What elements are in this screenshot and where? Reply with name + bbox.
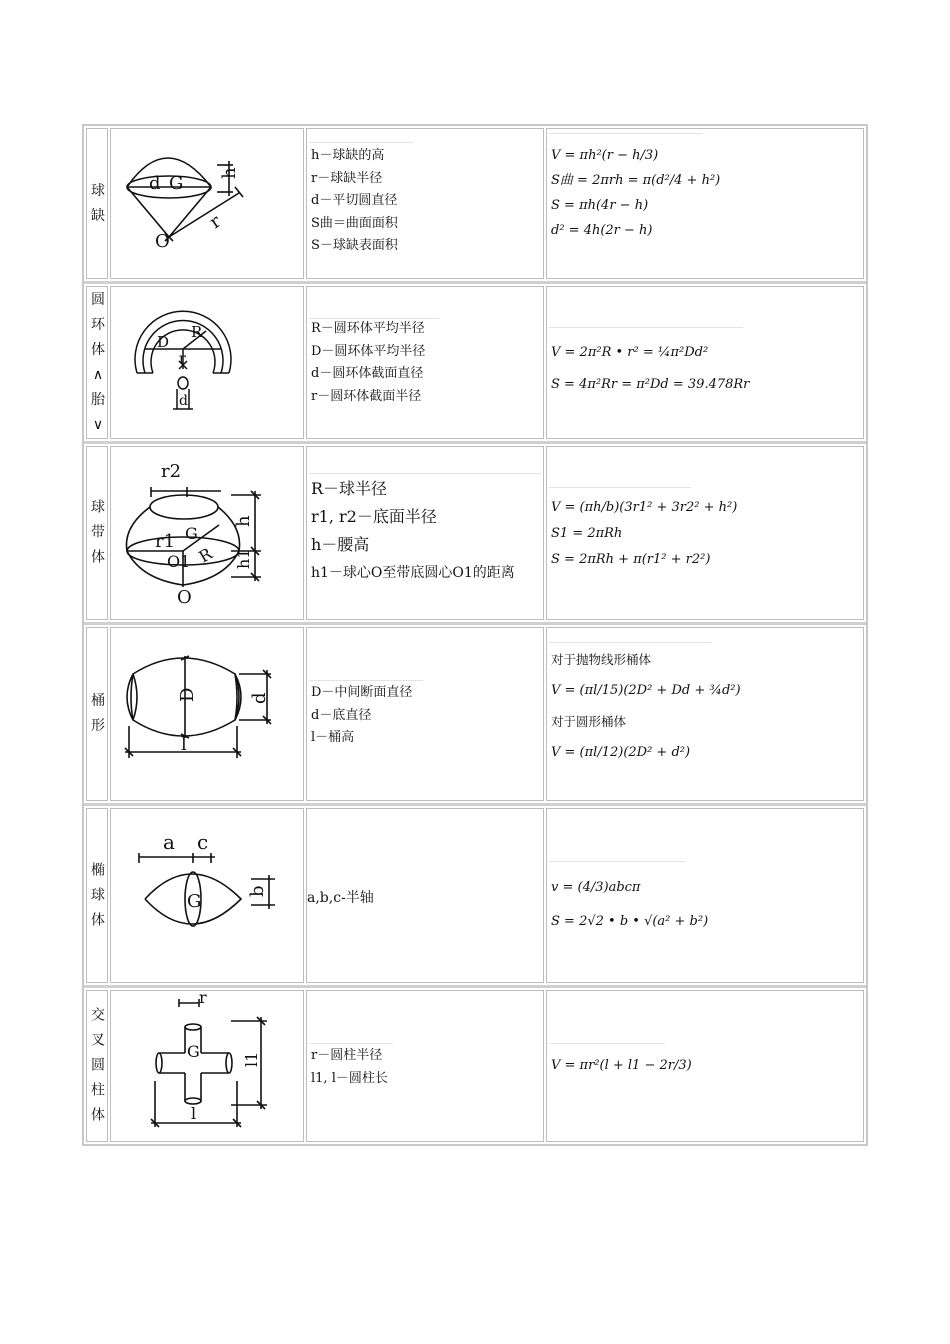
variable-definition: a,b,c-半轴 [307,890,374,906]
figure-label: d [149,173,161,194]
variable-definition: h－球缺的高 [311,148,385,163]
formula: v = (4/3)abcπ [551,880,641,895]
variable-definition: D－圆环体平均半径 [311,343,426,359]
table-row [84,806,866,988]
variables-cell [306,990,544,1142]
figure-label: r [179,351,186,367]
variable-definition: R－球半径 [311,479,388,498]
figure-label: d [179,393,188,409]
figure-cell [110,286,304,439]
table-row [84,444,866,625]
variable-definition: S曲＝曲面面积 [311,215,398,231]
figure-label: r2 [161,461,182,482]
shape-name [87,179,109,229]
name-char: 体 [91,1107,105,1124]
figure-label: b [247,885,268,897]
variable-definition: r－圆柱半径 [311,1048,383,1063]
formula: V = (πl/15)(2D² + Dd + ¾d²) [551,683,741,698]
figure-label: r [199,991,207,1007]
name-char: 球 [91,499,105,516]
shape-name [87,689,109,739]
spherical-segment-figure [111,129,305,283]
name-char: 柱 [91,1082,105,1099]
shape-name [87,288,109,438]
shape-name [87,858,109,933]
crossed-cylinders-figure [111,991,305,1143]
figure-cell [110,446,304,620]
formulas-cell [546,627,864,801]
variables-cell [306,128,544,279]
name-char: 球 [91,182,105,199]
figure-label: d [249,692,270,704]
name-char: 叉 [91,1032,105,1049]
formula: S = 4π²Rr = π²Dd = 39.478Rr [551,377,750,392]
figure-label: r [205,210,225,234]
figure-label: l [191,1104,197,1123]
figure-label: h1 [234,548,253,569]
formulas-cell [546,286,864,439]
figure-label: h [219,167,240,179]
shape-name [87,496,109,571]
figure-label: D [177,687,198,702]
name-char: 圆 [91,1057,105,1074]
figure-label: G [187,891,202,912]
formula: V = πr²(l + l1 − 2r/3) [551,1058,692,1073]
shape-name [87,1004,109,1129]
formula-note: 对于圆形桶体 [551,714,627,729]
name-char: 环 [91,316,105,333]
formula: V = 2π²R • r² = ¼π²Dd² [551,345,709,360]
formulas-list [551,143,720,243]
figure-label: R [191,323,203,341]
figure-label: l [181,734,187,755]
name-char: 体 [91,341,105,358]
name-char: 交 [91,1007,105,1024]
name-char: 体 [91,912,105,928]
figure-label: O [155,231,170,252]
figure-label: l1 [242,1051,261,1067]
formula: S = 2πRh + π(r1² + r2²) [551,552,711,567]
formula: V = (πl/12)(2D² + d²) [551,745,691,760]
variable-definition: d－平切圆直径 [311,193,398,208]
ellipsoid-figure [111,809,305,987]
name-char: ∧ [92,366,104,383]
figure-label: R [195,543,216,567]
variables-list [311,1045,388,1090]
variable-definition: S－球缺表面积 [311,238,398,253]
name-char: 形 [91,718,105,734]
variables-cell [306,627,544,801]
formulas-list [551,495,737,573]
figure-label: G [169,173,184,194]
variables-list [307,887,374,910]
figure-cell [110,990,304,1142]
name-char: 胎 [91,391,105,408]
shape-name-cell [86,808,108,983]
variable-definition: r－球缺半径 [311,170,383,186]
figure-label: G [185,524,198,543]
figure-label: O1 [167,552,191,571]
shape-name-cell [86,627,108,801]
variables-list [311,145,398,258]
torus-figure [111,287,305,443]
variable-definition: R－圆环体平均半径 [311,321,425,336]
name-char: 椭 [91,862,105,878]
formulas-cell [546,808,864,983]
variable-definition: h1－球心O至带底圆心O1的距离 [311,565,515,581]
variable-definition: r－圆环体截面半径 [311,388,422,404]
variable-definition: D－中间断面直径 [311,685,413,700]
formula: S = 2√2 • b • √(a² + b²) [551,914,709,929]
figure-label: O [177,587,192,608]
formula: S1 = 2πRh [551,526,623,541]
variables-cell [306,286,544,439]
figure-label: G [187,1042,200,1061]
variable-definition: l1, l－圆柱长 [311,1070,388,1086]
figure-cell [110,627,304,801]
variables-cell [306,808,544,983]
variable-definition: d－底直径 [311,707,372,723]
formulas-cell [546,990,864,1142]
barrel-figure [111,628,305,805]
table-row [84,126,866,284]
formula: S = πh(4r − h) [551,198,649,213]
figure-cell [110,808,304,983]
shape-name-cell [86,446,108,620]
formulas-list [551,644,741,768]
variables-list [311,682,412,750]
shape-name-cell [86,286,108,439]
formulas-cell [546,128,864,279]
formula-table [82,124,868,1146]
formula: V = (πh/b)(3r1² + 3r2² + h²) [551,500,738,515]
variables-list [311,475,515,587]
formulas-list [551,1055,692,1077]
variable-definition: d－圆环体截面直径 [311,366,424,381]
table-row [84,988,866,1144]
variable-definition: h－腰高 [311,535,370,554]
spherical-zone-figure [111,447,305,624]
figure-cell [110,128,304,279]
name-char: 缺 [91,207,105,224]
formula: V = πh²(r − h/3) [551,148,659,163]
formula-note: 对于抛物线形桶体 [551,652,652,667]
name-char: 球 [91,887,105,903]
variable-definition: r1, r2－底面半径 [311,507,437,526]
formula: S曲 = 2πrh = π(d²/4 + h²) [551,173,721,188]
name-char: 桶 [91,693,105,709]
formula: d² = 4h(2r − h) [551,223,653,238]
figure-label: h [233,515,254,527]
table-row [84,284,866,444]
shape-name-cell [86,128,108,279]
name-char: 体 [91,549,105,566]
figure-label: D [157,333,170,351]
figure-label: a [163,830,175,854]
name-char: ∨ [92,416,104,433]
table-row [84,625,866,806]
formulas-cell [546,446,864,620]
figure-label: r1 [155,531,176,552]
figure-label: c [197,830,209,854]
formulas-list [551,337,749,401]
name-char: 带 [91,524,105,541]
variables-list [311,318,425,408]
variable-definition: l－桶高 [311,730,355,745]
shape-name-cell [86,990,108,1142]
variables-cell [306,446,544,620]
formulas-list [551,871,708,939]
name-char: 圆 [91,291,105,308]
